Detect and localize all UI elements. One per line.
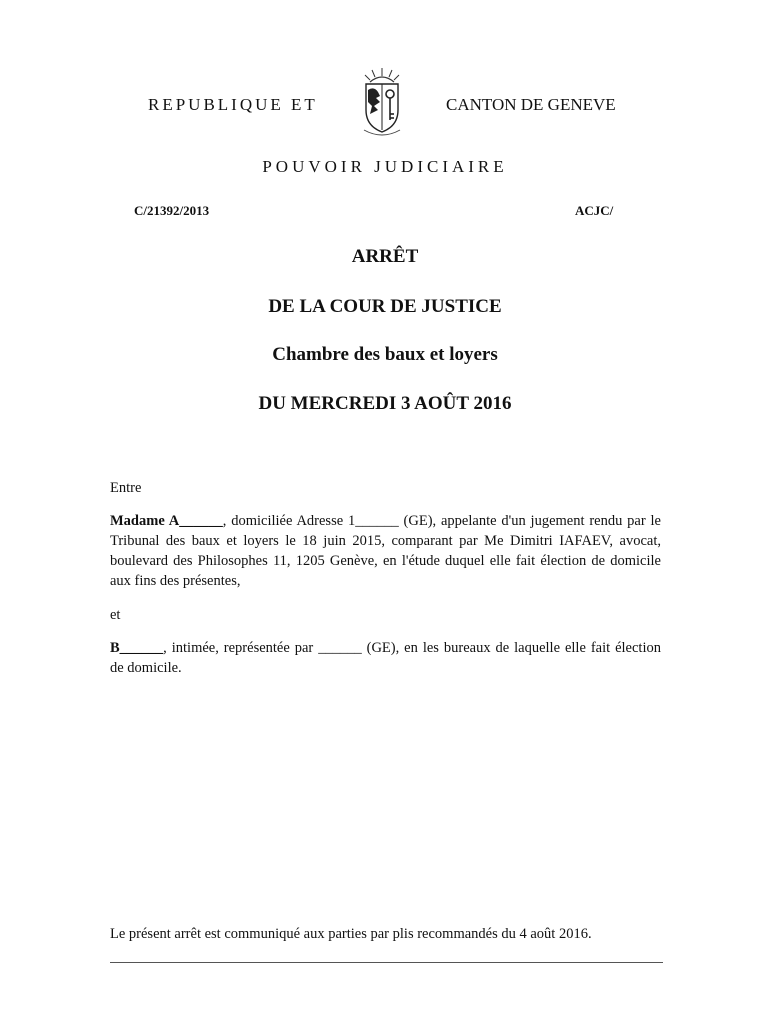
title-court: DE LA COUR DE JUSTICE [268, 296, 502, 317]
party-1-name: Madame A______ [110, 513, 223, 529]
party-1-paragraph [110, 511, 661, 591]
party-2-name: B______ [110, 640, 164, 656]
geneva-coat-of-arms-icon [356, 66, 408, 140]
header-right: CANTON DE GENEVE [446, 95, 616, 114]
party-2-description: , intimée, représentée par ______ (GE), en les bureaux de laquelle elle fait élection de domicile. [110, 640, 661, 676]
decision-number: ACJC/ [575, 203, 614, 218]
party-1-description: , domiciliée Adresse 1______ (GE), appelante d'un jugement rendu par le Tribunal des baux et loyers le 18 juin 2015, comparant par Me Dimitri IAFAEV, avocat, boulevard des Philosophes 11, 1205 Genève, en l'étude duquel elle fait élection de domicile aux fins des présentes, [110, 513, 661, 589]
header-left: REPUBLIQUE ET [148, 95, 318, 114]
footer-divider [110, 962, 663, 963]
and-label: et [110, 607, 121, 623]
case-number: C/21392/2013 [134, 203, 210, 218]
title-arret: ARRÊT [351, 246, 419, 267]
party-2-paragraph [110, 638, 661, 678]
title-date: DU MERCREDI 3 AOÛT 2016 [258, 393, 512, 414]
between-label: Entre [110, 480, 142, 496]
title-chamber: Chambre des baux et loyers [272, 344, 498, 365]
communication-note: Le présent arrêt est communiqué aux parties par plis recommandés du 4 août 2016. [110, 926, 592, 942]
court-name: POUVOIR JUDICIAIRE [262, 157, 508, 176]
